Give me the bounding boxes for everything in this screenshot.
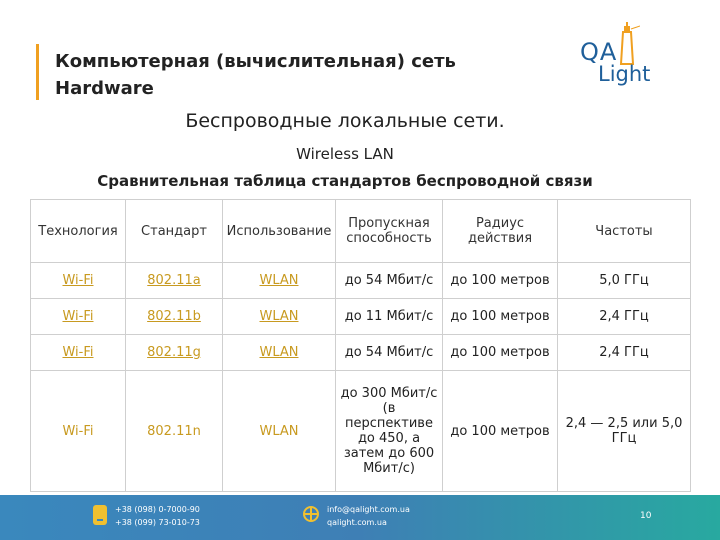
title-accent-bar <box>36 44 39 100</box>
cell-range: до 100 метров <box>443 371 558 492</box>
globe-icon <box>303 506 319 522</box>
cell-technology-link[interactable]: Wi-Fi <box>31 371 126 492</box>
lighthouse-icon <box>614 22 640 66</box>
section-heading <box>0 110 690 132</box>
cell-technology-link[interactable]: Wi-Fi <box>31 335 126 371</box>
section-subheading: Wireless LAN <box>296 145 394 163</box>
header-usage: Использование <box>223 200 336 263</box>
cell-technology-link[interactable]: Wi-Fi <box>31 263 126 299</box>
cell-range: до 100 метров <box>443 335 558 371</box>
cell-usage-link[interactable]: WLAN <box>223 263 336 299</box>
cell-standard-link[interactable]: 802.11a <box>126 263 223 299</box>
table-row <box>31 371 691 492</box>
cell-range: до 100 метров <box>443 263 558 299</box>
footer-phone-2: +38 (099) 73-010-73 <box>115 518 200 527</box>
cell-throughput: до 54 Мбит/с <box>336 263 443 299</box>
phone-icon <box>93 505 107 525</box>
table-caption: Сравнительная таблица стандартов беспроводной связи <box>97 172 593 190</box>
page-number: 10 <box>640 511 652 521</box>
qa-light-logo <box>578 22 678 84</box>
cell-throughput: до 54 Мбит/с <box>336 335 443 371</box>
header-range: Радиус действия <box>443 200 558 263</box>
footer-site-link[interactable]: qalight.com.ua <box>327 518 387 527</box>
footer-contacts <box>327 503 410 529</box>
footer-phones <box>115 503 200 529</box>
table-row <box>31 263 691 299</box>
logo-qa-text: QA <box>580 38 618 66</box>
table-header-row <box>31 200 691 263</box>
header-throughput: Пропускная способность <box>336 200 443 263</box>
cell-standard-link[interactable]: 802.11b <box>126 299 223 335</box>
cell-frequency: 2,4 — 2,5 или 5,0 ГГц <box>558 371 691 492</box>
section-heading-text: Беспроводные локальные сети. <box>185 110 505 132</box>
footer-bar <box>0 495 720 540</box>
footer-email-link[interactable]: info@qalight.com.ua <box>327 505 410 514</box>
cell-technology-link[interactable]: Wi-Fi <box>31 299 126 335</box>
cell-throughput: до 11 Мбит/с <box>336 299 443 335</box>
cell-usage-link[interactable]: WLAN <box>223 335 336 371</box>
slide-title-line1: Компьютерная (вычислительная) сеть <box>55 51 456 72</box>
cell-frequency: 5,0 ГГц <box>558 263 691 299</box>
cell-range: до 100 метров <box>443 299 558 335</box>
header-technology: Технология <box>31 200 126 263</box>
table-row <box>31 299 691 335</box>
cell-frequency: 2,4 ГГц <box>558 299 691 335</box>
slide-title <box>55 48 456 102</box>
slide-title-line2: Hardware <box>55 78 154 99</box>
cell-usage-link[interactable]: WLAN <box>223 371 336 492</box>
header-standard: Стандарт <box>126 200 223 263</box>
cell-usage-link[interactable]: WLAN <box>223 299 336 335</box>
footer-phone-1: +38 (098) 0-7000-90 <box>115 505 200 514</box>
header-frequency: Частоты <box>558 200 691 263</box>
cell-standard-link[interactable]: 802.11g <box>126 335 223 371</box>
cell-throughput: до 300 Мбит/с (в перспективе до 450, а затем до 600 Мбит/с) <box>336 371 443 492</box>
cell-frequency: 2,4 ГГц <box>558 335 691 371</box>
standards-table <box>30 199 691 492</box>
logo-light-text: Light <box>598 62 651 86</box>
table-row <box>31 335 691 371</box>
cell-standard-link[interactable]: 802.11n <box>126 371 223 492</box>
